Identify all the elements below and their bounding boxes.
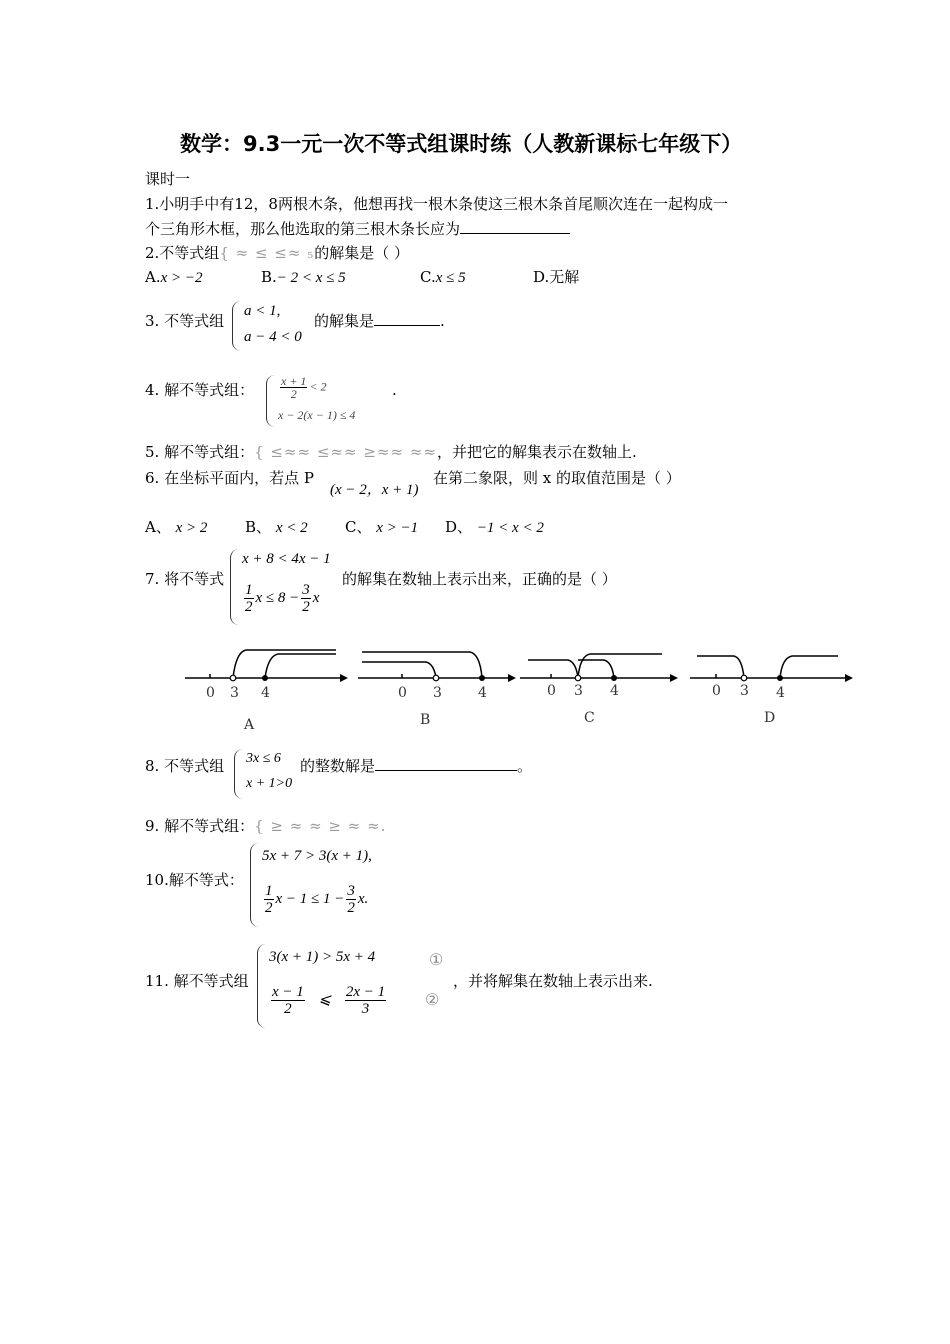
q10-frac1-num: 1: [265, 883, 273, 899]
q9-faded-system: { ≥ ≈ ≈ ≥ ≈ ≈.: [254, 817, 387, 835]
numberline-d-ray-left: [697, 656, 744, 678]
section-label: 课时一: [145, 170, 191, 188]
q11-prefix: 11. 解不等式组: [145, 972, 249, 990]
q2-suffix: 的解集是（ ）: [314, 244, 409, 262]
numberline-c-label: C: [584, 710, 595, 726]
q2-option-d-expr: 无解: [549, 268, 580, 286]
q2-option-d: [533, 267, 579, 287]
numberline-a-label: A: [244, 717, 255, 733]
numberline-a-ray-4: [265, 654, 336, 678]
numberline-d-open-3: [741, 675, 747, 681]
numberline-b-arrow: [508, 674, 516, 682]
numberline-b-dot-4: [479, 675, 485, 681]
q7-line2-end: x: [312, 589, 320, 606]
q3-end: .: [440, 312, 445, 330]
q8-answer-blank: [375, 756, 517, 771]
q6-option-d-label: D、: [445, 518, 473, 536]
q6-point: (x − 2，x + 1): [330, 482, 419, 498]
q11-line1: 3(x + 1) > 5x + 4: [269, 949, 376, 965]
q6-option-a: [145, 517, 207, 538]
q11-frac1-num: x − 1: [272, 984, 304, 1000]
numberline-c-arrow: [670, 674, 678, 682]
q2-prefix: 2.不等式组: [145, 244, 220, 262]
numberline-c-dot-4: [611, 675, 617, 681]
q6-option-a-label: A、: [145, 518, 171, 536]
q10-line2-mid: x − 1 ≤ 1 −: [275, 890, 345, 907]
q2-option-b: [261, 267, 346, 288]
q11-suffix: ，并将解集在数轴上表示出来.: [453, 972, 653, 990]
q4-prefix: 4. 解不等式组：: [145, 381, 255, 399]
numberline-c-ray-left-4: [578, 660, 614, 678]
numberline-b-tick-label-3: 3: [433, 685, 442, 701]
q2-option-c-expr: x ≤ 5: [435, 270, 466, 286]
q10-system: [250, 843, 400, 927]
q11-mark-2: ②: [425, 990, 440, 1009]
q1-line1: 1.小明手中有12，8两根木条，他想再找一根木条使这三根木条首尾顺次连在一起构成一: [145, 195, 728, 213]
q8-line2: x + 1>0: [246, 776, 293, 791]
q7-prefix: 7. 将不等式: [145, 570, 225, 588]
q7-line2: [242, 582, 319, 615]
numberline-c-tick-label-4: 4: [610, 683, 619, 699]
numberline-b-ray-3: [362, 662, 436, 678]
numberline-d-label: D: [764, 710, 776, 726]
q7-frac2-num: 3: [302, 582, 310, 598]
numberline-d-tick-label-3: 3: [740, 683, 749, 699]
q4-line1-rest: < 2: [309, 379, 327, 394]
q8-system: [234, 749, 304, 799]
numberline-a-tick-label-0: 0: [206, 685, 215, 701]
q10-frac1-den: 2: [265, 900, 273, 916]
q10-brace: [250, 843, 260, 927]
page-title: 数学：9.3一元一次不等式组课时练（人教新课标七年级下）: [180, 132, 743, 156]
numberline-c-ray-right-3: [578, 654, 662, 678]
q11-brace: [257, 944, 267, 1028]
q2-option-c-label: C.: [420, 268, 436, 286]
numberline-c-tick-label-0: 0: [547, 683, 556, 699]
q6-option-a-expr: x > 2: [175, 520, 208, 536]
q3-brace: [232, 301, 242, 351]
q4-brace: [266, 375, 276, 427]
numberline-d-dot-4: [777, 675, 783, 681]
q6-option-b: [245, 517, 308, 538]
numberline-b-ray-4: [362, 652, 482, 678]
numberline-c-ray-left-3: [528, 660, 578, 678]
q6-option-b-label: B、: [245, 518, 272, 536]
q3-suffix: 的解集是: [314, 312, 375, 330]
q5-suffix: ，并把它的解集表示在数轴上.: [436, 443, 637, 461]
q10-frac2-num: 3: [347, 883, 355, 899]
numberline-b-tick-label-0: 0: [398, 685, 407, 701]
q10-frac2-den: 2: [347, 900, 355, 916]
q4-end: .: [392, 381, 397, 399]
q8-line1: 3x ≤ 6: [246, 751, 281, 766]
q3-prefix: 3. 不等式组: [145, 312, 225, 330]
q8-tail: [300, 756, 532, 776]
q6-option-c-label: C、: [345, 518, 372, 536]
q1-line2: [145, 219, 570, 239]
q4-system: [266, 375, 396, 427]
numberline-c-tick-label-3: 3: [574, 683, 583, 699]
numberline-a-tick-label-3: 3: [230, 685, 239, 701]
q7-system: [230, 549, 345, 625]
q6-option-c-expr: x > −1: [376, 520, 419, 536]
q4-line1: [278, 375, 327, 400]
numberline-d-ray-right: [780, 656, 838, 678]
q5-stem: [145, 442, 637, 462]
q5-faded-system: { ≤≈≈ ≤≈≈ ≥≈≈ ≈≈: [254, 443, 437, 461]
numberline-a-dot-4: [262, 675, 268, 681]
q3-system: [232, 301, 312, 351]
q2-option-c: [420, 267, 466, 288]
q7-frac1-den: 2: [245, 599, 253, 615]
q2-option-b-label: B.: [261, 268, 277, 286]
numberline-d-tick-label-0: 0: [712, 683, 721, 699]
q10-prefix: 10.解不等式：: [145, 871, 244, 889]
q2-option-a: [145, 267, 203, 288]
q2-option-a-label: A.: [145, 268, 161, 286]
q6-option-b-expr: x < 2: [275, 520, 308, 536]
q2-faded-system: { ≈ ≤ ≤≈ ₅: [219, 244, 315, 262]
q2-option-d-label: D.: [533, 268, 550, 286]
q10-line2-end: x.: [357, 890, 369, 907]
q6-option-d: [445, 517, 544, 538]
q9-stem: [145, 816, 386, 836]
q4-numerator: x + 1: [281, 374, 307, 388]
q9-prefix: 9. 解不等式组：: [145, 817, 255, 835]
q11-frac2-num: 2x − 1: [345, 984, 386, 1000]
q1-answer-blank: [460, 219, 570, 234]
q2-stem: [145, 243, 409, 263]
q6-option-c: [345, 517, 418, 538]
q6-option-d-expr: −1 < x < 2: [476, 520, 544, 536]
q7-frac1-num: 1: [245, 582, 253, 598]
numberline-d-tick-label-4: 4: [776, 685, 785, 701]
q2-option-a-expr: x > −2: [160, 270, 203, 286]
numberline-b-tick-label-4: 4: [478, 685, 487, 701]
numberline-a-arrow: [340, 674, 348, 682]
q3-line1: a < 1,: [244, 303, 281, 319]
q8-brace: [234, 749, 244, 799]
q7-suffix: 的解集在数轴上表示出来，正确的是（ ）: [342, 570, 617, 588]
q11-frac1-den: 2: [284, 1001, 292, 1017]
q6-suffix: 在第二象限，则 x 的取值范围是（ ）: [433, 469, 681, 487]
q5-prefix: 5. 解不等式组：: [145, 443, 255, 461]
q4-denominator: 2: [290, 387, 297, 401]
q2-option-b-expr: − 2 < x ≤ 5: [276, 270, 346, 286]
numberline-d-arrow: [845, 674, 853, 682]
q7-line1: x + 8 < 4x − 1: [242, 551, 331, 567]
q8-end: 。: [517, 757, 533, 775]
numberline-b-label: B: [420, 712, 431, 728]
q10-line2: [262, 883, 368, 916]
numberline-a-open-3: [230, 675, 236, 681]
q8-suffix: 的整数解是: [300, 757, 376, 775]
q10-line1: 5x + 7 > 3(x + 1),: [262, 848, 372, 864]
q7-brace: [230, 549, 240, 625]
q11-system: [257, 944, 417, 1028]
q7-frac2-den: 2: [302, 599, 310, 615]
q11-frac2-den: 3: [361, 1001, 370, 1017]
numberline-c-open-3: [575, 675, 581, 681]
q11-line2: [269, 984, 388, 1017]
q8-prefix: 8. 不等式组: [145, 757, 225, 775]
q4-line2: x − 2(x − 1) ≤ 4: [278, 408, 356, 422]
q3-answer-blank: [374, 311, 440, 326]
q6-prefix: 6. 在坐标平面内，若点 P: [145, 469, 314, 487]
q3-tail: [314, 311, 445, 331]
q7-line2-mid: x ≤ 8 −: [255, 589, 300, 606]
q3-line2: a − 4 < 0: [244, 329, 302, 345]
q11-relation: ⩽: [318, 991, 332, 1008]
numberline-a-tick-label-4: 4: [261, 685, 270, 701]
q7-number-lines: [0, 630, 950, 740]
q1-text: 个三角形木框，那么他选取的第三根木条长应为: [145, 220, 461, 238]
q11-mark-1: ①: [429, 950, 444, 969]
numberline-b-open-3: [433, 675, 439, 681]
